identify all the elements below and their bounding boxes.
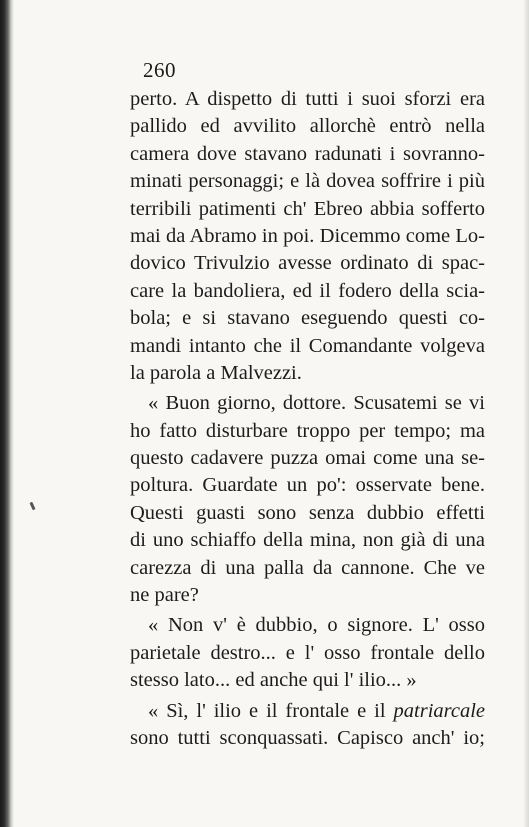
text-line: « Non v' è dubbio, o signore. L' osso bbox=[148, 614, 485, 637]
scan-edge-left bbox=[0, 0, 14, 827]
text-line: la parola a Malvezzi. bbox=[130, 361, 302, 384]
text-line: di uno schiaffo della mina, non già di una bbox=[130, 529, 485, 552]
text-line: « Buon giorno, dottore. Scusatemi se vi bbox=[148, 392, 485, 415]
text-line: mai da Abramo in poi. Dicemmo come Lo- bbox=[130, 224, 485, 247]
text-line: ne pare? bbox=[130, 584, 199, 607]
text-segment: sono tutti sconquassati. Capisco anch' io; bbox=[130, 726, 485, 749]
text-line: terribili patimenti ch' Ebreo abbia sofferto bbox=[130, 197, 485, 220]
page-number: 260 bbox=[143, 58, 176, 82]
text-line: questo cadavere puzza omai come una se- bbox=[130, 447, 485, 470]
text-line: carezza di una palla da cannone. Che ve bbox=[130, 556, 485, 579]
ink-speck bbox=[29, 502, 35, 511]
body-text bbox=[130, 86, 485, 752]
text-line: dovico Trivulzio avesse ordinato di spac- bbox=[130, 252, 485, 275]
text-segment: « Sì, l' ilio e il frontale e il bbox=[148, 699, 394, 722]
text-line: minati personaggi; e là dovea soffrire i più bbox=[130, 170, 485, 193]
text-line: perto. A dispetto di tutti i suoi sforzi era bbox=[130, 88, 485, 110]
text-line: Questi guasti sono senza dubbio effetti bbox=[130, 501, 485, 524]
text-line: parietale destro... e l' osso frontale dello bbox=[130, 641, 485, 664]
text-line: mandi intanto che il Comandante volgeva bbox=[130, 334, 485, 357]
text-line: poltura. Guardate un po': osservate bene. bbox=[130, 474, 485, 497]
text-line: camera dove stavano radunati i sovranno- bbox=[130, 142, 485, 165]
text-line: pallido ed avvilito allorchè entrò nella bbox=[130, 115, 485, 138]
italic-word: patriarcale bbox=[393, 699, 485, 722]
text-line: ho fatto disturbare troppo per tempo; ma bbox=[130, 419, 485, 442]
text-line: stesso lato... ed anche qui l' ilio... » bbox=[130, 669, 417, 692]
text-line: bola; e si stavano eseguendo questi co- bbox=[130, 307, 485, 330]
text-line: care la bandoliera, ed il fodero della scia- bbox=[130, 279, 485, 302]
text-line bbox=[130, 725, 485, 752]
text-line bbox=[130, 698, 485, 725]
scan-edge-right bbox=[523, 0, 529, 827]
